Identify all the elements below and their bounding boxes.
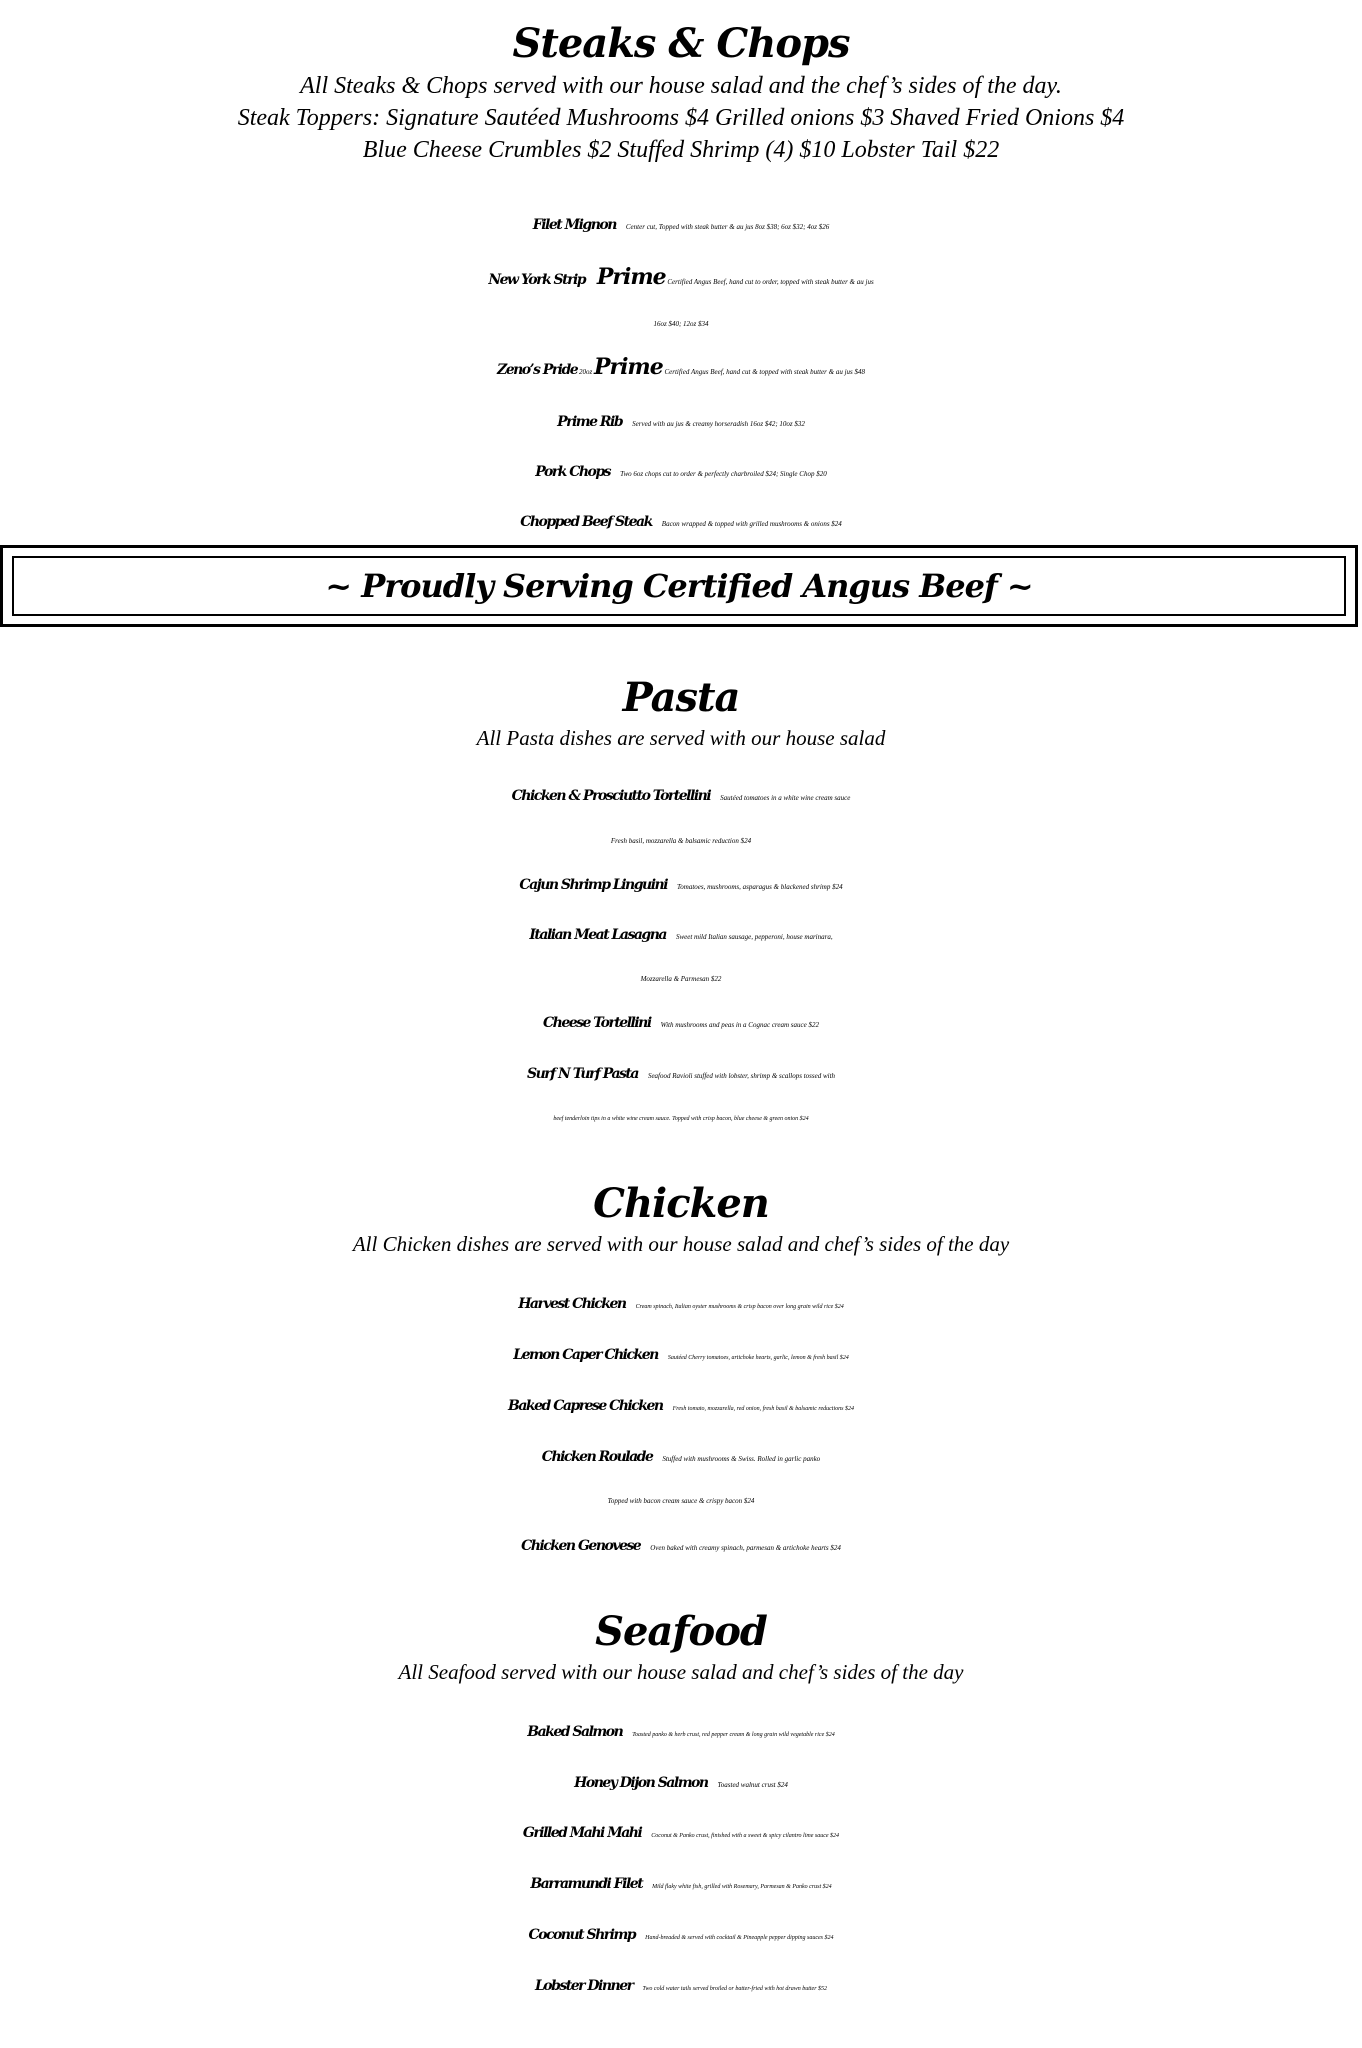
section-note: All Steaks & Chops served with our house salad and the chef’s sides of the day. [300,73,1062,99]
item-desc: Bacon wrapped & topped with grilled mushrooms & onions $24 [661,520,842,528]
section-title-steaks: Steaks & Chops [512,20,850,67]
menu-item [0,341,1362,398]
menu-item [0,912,1362,960]
section-note: Steak Toppers: Signature Sautéed Mushrooms $4 Grilled onions $3 Shaved Fried Onions $4 [237,105,1125,131]
section-pasta [0,672,1362,752]
section-chicken [0,1178,1362,1258]
item-name: Pork Chops [535,464,611,480]
item-desc-cont: beef tenderloin tips in a white wine cream sauce. Topped with crisp bacon, blue cheese & green onion $24 [553,1116,809,1122]
item-desc: Toasted panko & herb crust, red pepper cream & long grain wild vegetable rice $24 [632,1732,835,1738]
item-desc: Served with au jus & creamy horseradish 16oz $42; 10oz $32 [632,420,805,428]
item-name: Grilled Mahi Mahi [522,1825,642,1841]
item-name: Surf N Turf Pasta [526,1066,638,1082]
item-name: New York Strip [488,272,586,288]
prime-label: Prime [593,354,663,380]
steaks-items [0,200,1362,548]
item-desc: With mushrooms and peas in a Cognac cream sauce $22 [660,1021,819,1029]
item-desc: Stuffed with mushrooms & Swiss. Rolled in garlic panko [662,1455,821,1463]
item-name: Barramundi Filet [530,1876,643,1892]
menu-item [0,860,1362,912]
item-desc-cont: Topped with bacon cream sauce & crispy bacon $24 [607,1497,755,1505]
menu-item [0,1280,1362,1331]
item-name: Baked Caprese Chicken [508,1398,663,1414]
item-desc: Tomatoes, mushrooms, asparagus & blackened shrimp $24 [677,883,843,891]
menu-item [0,772,1362,822]
item-size: 20oz [578,368,593,376]
item-desc: Coconut & Panko crust, finished with a sweet & spicy cilantro lime sauce $24 [651,1833,840,1839]
menu-item [0,200,1362,252]
item-name: Chicken Genovese [521,1538,641,1554]
menu-item [0,1911,1362,1962]
menu-item [0,1759,1362,1809]
item-desc: Seafood Ravioli stuffed with lobster, shrimp & scallops tossed with [647,1072,836,1080]
item-desc: Toasted walnut crust $24 [717,1781,788,1789]
menu-item [0,1433,1362,1483]
section-title-chicken: Chicken [593,1180,769,1227]
item-desc: Sautéed Cherry tomatoes, artichoke hearts, garlic, lemon & fresh basil $24 [667,1355,849,1361]
item-name: Harvest Chicken [518,1296,626,1312]
banner-box [0,545,1358,627]
menu-item [0,252,1362,307]
menu-item [0,1708,1362,1759]
section-steaks [0,18,1362,166]
menu-item [0,1809,1362,1860]
menu-item [0,1962,1362,2013]
section-note: All Pasta dishes are served with our house salad [476,726,886,750]
item-desc: Oven baked with creamy spinach, parmesan & artichoke hearts $24 [650,1544,841,1552]
item-name: Coconut Shrimp [528,1927,636,1943]
section-note: All Chicken dishes are served with our house salad and chef’s sides of the day [352,1232,1010,1256]
menu-item [0,448,1362,498]
item-name: Cheese Tortellini [543,1015,651,1031]
menu-item [0,398,1362,448]
item-desc-cont: Fresh basil, mozzarella & balsamic reduction $24 [610,837,752,845]
item-desc: Sautéed tomatoes in a white wine cream sauce [720,794,851,802]
menu-item [0,1860,1362,1911]
item-name: Chopped Beef Steak [520,514,652,530]
section-title-pasta: Pasta [622,674,740,721]
section-note: Blue Cheese Crumbles $2 Stuffed Shrimp (4) $10 Lobster Tail $22 [362,137,1000,163]
section-title-seafood: Seafood [595,1608,767,1655]
item-name: Filet Mignon [532,217,616,233]
menu-item [0,1519,1362,1575]
item-desc: Sweet mild Italian sausage, pepperoni, house marinara, [675,933,833,941]
menu-item [0,1050,1362,1100]
item-name: Chicken Roulade [541,1449,653,1465]
item-desc: Center cut, Topped with steak butter & au jus 8oz $38; 6oz $32; 4oz $26 [625,223,830,231]
prime-label: Prime [596,264,666,290]
item-desc: Cream spinach, Italian oyster mushrooms & crisp bacon over long grain wild rice $24 [635,1304,844,1310]
section-note: All Seafood served with our house salad and chef’s sides of the day [398,1660,964,1684]
menu-item [0,1382,1362,1433]
item-name: Chicken & Prosciutto Tortellini [511,788,711,804]
item-desc: Mild flaky white fish, grilled with Rosemary, Parmesan & Panko crust $24 [652,1884,832,1890]
item-desc: Certified Angus Beef, hand cut to order, topped with steak butter & au jus [667,278,874,286]
menu-item [0,1331,1362,1382]
menu-item [0,998,1362,1050]
item-name: Cajun Shrimp Linguini [519,877,668,893]
item-desc: Fresh tomato, mozzarella, red onion, fresh basil & balsamic reductions $24 [672,1406,854,1412]
chicken-items [0,1280,1362,1575]
item-name: Zeno’s Pride [497,362,578,378]
banner-text: ~ Proudly Serving Certified Angus Beef ~ [325,567,1033,605]
item-name: Italian Meat Lasagna [529,927,666,943]
seafood-items [0,1708,1362,2013]
item-name: Lemon Caper Chicken [513,1347,658,1363]
item-desc-cont: Mozzarella & Parmesan $22 [640,975,722,983]
item-desc: Two cold water tails served broiled or batter-fried with hot drawn butter $52 [642,1986,828,1992]
menu-item [0,498,1362,548]
section-seafood [0,1606,1362,1686]
item-desc: Hand-breaded & served with cocktail & Pineapple pepper dipping sauces $24 [645,1935,834,1941]
pasta-items [0,772,1362,1138]
item-name: Lobster Dinner [534,1978,633,1994]
banner-inner [12,556,1346,616]
item-desc: Two 6oz chops cut to order & perfectly charbroiled $24; Single Chop $20 [620,470,827,478]
item-name: Prime Rib [557,414,623,430]
item-name: Honey Dijon Salmon [574,1775,708,1791]
item-name: Baked Salmon [527,1724,623,1740]
item-desc: Certified Angus Beef, hand cut & topped with steak butter & au jus $48 [664,368,865,376]
item-desc-cont: 16oz $40; 12oz $34 [653,320,709,328]
